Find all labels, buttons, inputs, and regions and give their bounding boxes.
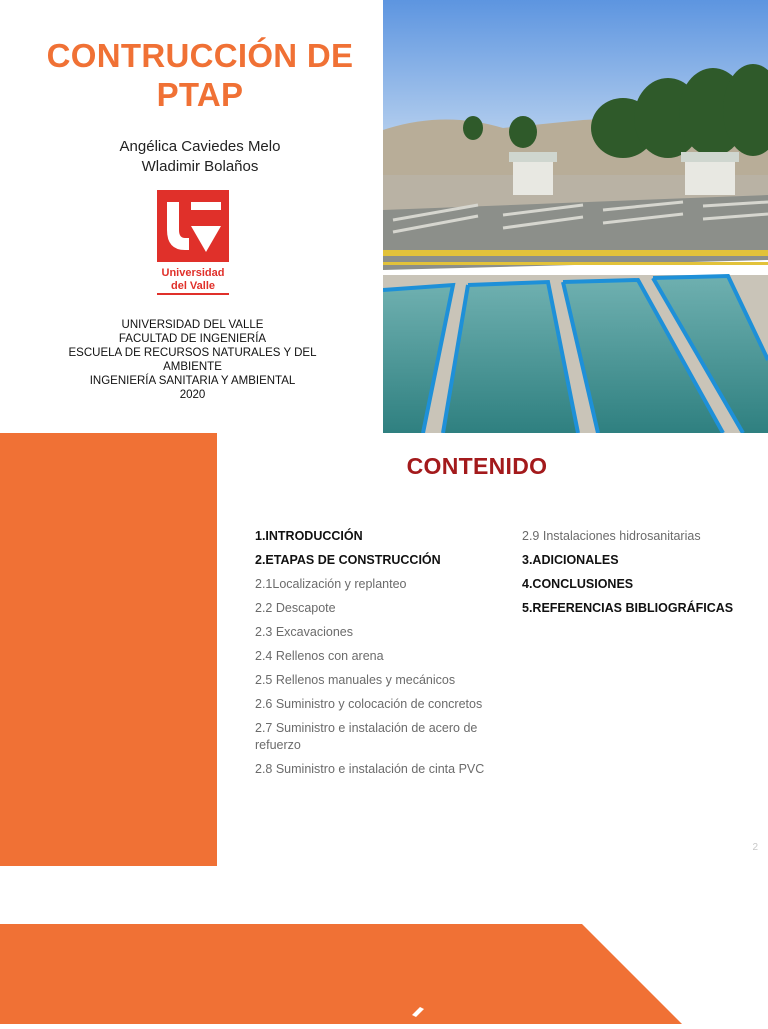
title-line-1: CONTRUCCIÓN DE (46, 37, 354, 74)
toc-item: 2.5 Rellenos manuales y mecánicos (255, 673, 456, 687)
authors (10, 137, 390, 177)
toc-item: 1.INTRODUCCIÓN (255, 529, 363, 543)
institution-line-2: FACULTAD DE INGENIERÍA (118, 333, 267, 345)
toc-item: 2.2 Descapote (255, 601, 336, 615)
logo-text-line-1: Universidad (161, 267, 225, 279)
toc-item: 2.1Localización y replanteo (255, 577, 407, 591)
institution-line-3: ESCUELA DE RECURSOS NATURALES Y DEL AMBIENTE (68, 347, 317, 373)
institution-info (60, 318, 325, 402)
toc-item: 2.4 Rellenos con arena (255, 649, 384, 663)
water-treatment-plant-photo (383, 0, 768, 433)
toc-item: 2.9 Instalaciones hidrosanitarias (522, 529, 701, 543)
page-number: 2 (752, 842, 758, 853)
toc-column-1 (255, 528, 500, 785)
author-2: Wladimir Bolaños (141, 158, 259, 175)
toc-column-2 (522, 528, 762, 624)
institution-line-4: INGENIERÍA SANITARIA Y AMBIENTAL (89, 375, 296, 387)
toc-item: 4.CONCLUSIONES (522, 577, 634, 591)
contents-heading: CONTENIDO (406, 453, 548, 479)
author-1: Angélica Caviedes Melo (119, 138, 281, 155)
title-line-2: PTAP (156, 76, 244, 113)
institution-line-5: 2020 (179, 389, 206, 401)
logo-text-line-2: del Valle (170, 280, 216, 292)
toc-item: 2.6 Suministro y colocación de concretos (255, 697, 483, 711)
toc-item: 2.8 Suministro e instalación de cinta PVC (255, 762, 485, 776)
slide-title (10, 36, 390, 114)
accent-bar (0, 433, 217, 866)
toc-item: 2.7 Suministro e instalación de acero de refuerzo (255, 721, 478, 752)
title-panel (0, 0, 383, 433)
next-slide-preview (0, 866, 768, 1024)
toc-item: 2.ETAPAS DE CONSTRUCCIÓN (255, 553, 441, 567)
institution-line-1: UNIVERSIDAD DEL VALLE (121, 319, 264, 331)
title-slide (0, 0, 768, 433)
toc-item: 5.REFERENCIAS BIBLIOGRÁFICAS (522, 601, 734, 615)
orange-banner-shape (0, 866, 768, 1024)
universidad-del-valle-logo (155, 190, 231, 296)
toc-item: 3.ADICIONALES (522, 553, 619, 567)
toc-item: 2.3 Excavaciones (255, 625, 353, 639)
contents-slide (0, 433, 768, 866)
